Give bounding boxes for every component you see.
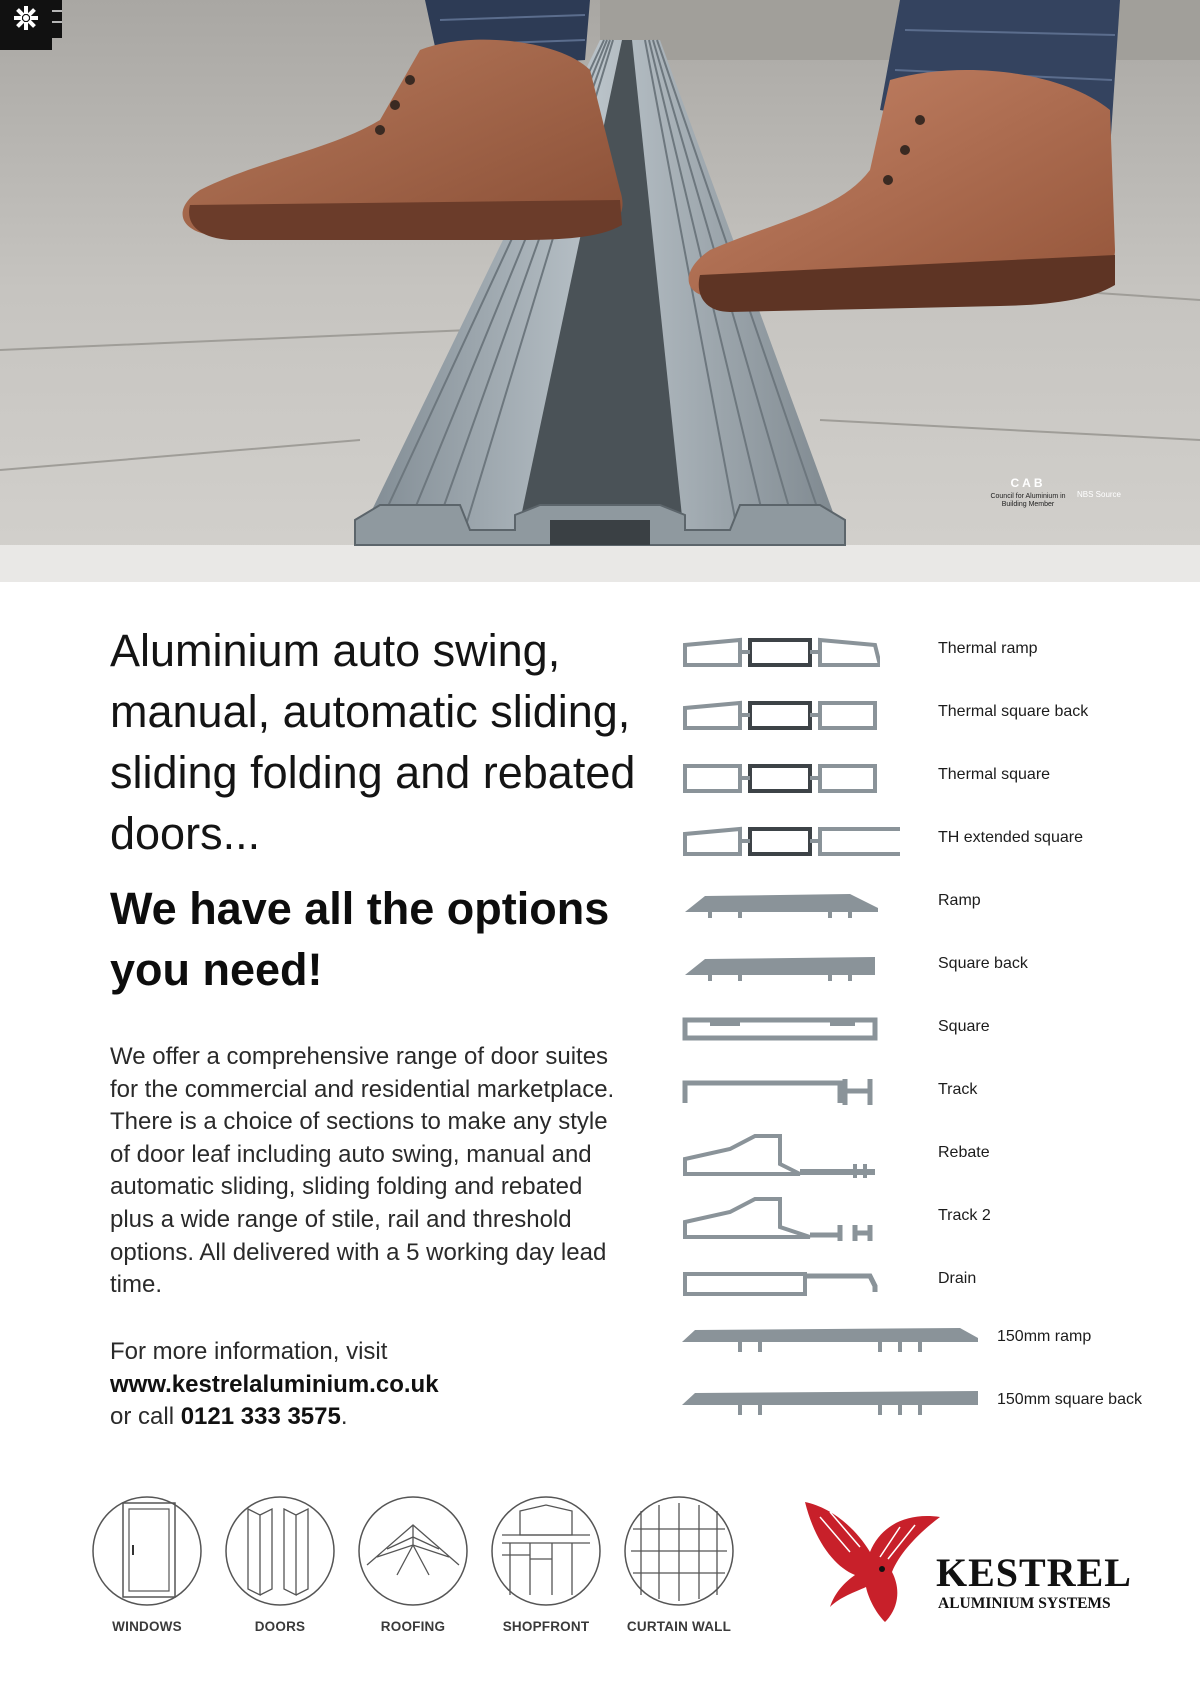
headline: Aluminium auto swing, manual, automatic sliding, sliding folding and rebated doors... bbox=[110, 625, 636, 859]
thermal-square-profile bbox=[680, 756, 880, 796]
hero-photo bbox=[0, 0, 1200, 582]
profile-item bbox=[680, 1381, 1200, 1421]
profile-item bbox=[680, 945, 1200, 985]
150mm-ramp-profile bbox=[680, 1318, 980, 1358]
profile-item bbox=[680, 1197, 1200, 1237]
subhead: We have all the options you need! bbox=[110, 883, 610, 995]
thermal-square-back-profile bbox=[680, 693, 880, 733]
category-roofing bbox=[348, 1495, 478, 1634]
profile-item bbox=[680, 1260, 1200, 1300]
logo-name: KESTREL bbox=[936, 1550, 1132, 1595]
ramp-profile bbox=[680, 882, 880, 922]
profile-list bbox=[680, 630, 1200, 1430]
window-icon bbox=[91, 1495, 203, 1607]
kestrel-logo[interactable] bbox=[800, 1497, 1130, 1627]
profile-item bbox=[680, 1318, 1200, 1358]
track-profile bbox=[680, 1071, 880, 1111]
shopfront-icon bbox=[490, 1495, 602, 1607]
profile-item bbox=[680, 1134, 1200, 1174]
category-label: WINDOWS bbox=[112, 1619, 182, 1634]
drain-profile bbox=[680, 1260, 880, 1300]
th-extended-square-profile bbox=[680, 819, 900, 859]
profile-label: Drain bbox=[938, 1270, 977, 1287]
category-icons bbox=[82, 1495, 742, 1645]
category-windows bbox=[82, 1495, 212, 1634]
cab-caption: Council for Aluminium in Building Member bbox=[990, 493, 1066, 508]
call-suffix: . bbox=[340, 1403, 348, 1431]
folding-door-icon bbox=[224, 1495, 336, 1607]
kestrel-bird-icon bbox=[800, 1497, 940, 1627]
150mm-square-back-profile bbox=[680, 1381, 980, 1421]
category-label: SHOPFRONT bbox=[502, 1619, 590, 1634]
category-label: CURTAIN WALL bbox=[626, 1619, 732, 1634]
logo-tagline: ALUMINIUM SYSTEMS bbox=[938, 1595, 1111, 1612]
category-label: DOORS bbox=[254, 1619, 306, 1634]
cab-mark: CAB bbox=[1010, 476, 1046, 490]
profile-label: Rebate bbox=[938, 1144, 990, 1161]
profile-label: 150mm square back bbox=[997, 1391, 1142, 1408]
nbs-caption: NBS Source bbox=[1076, 490, 1122, 499]
body-copy: We offer a comprehensive range of door suites for the commercial and residential marketplace. There is a choice of sections to make any style of door leaf including auto swing, manual and automatic sliding, sliding folding and rebated plus a wide range of stile, rail and threshold options. All delivered with a 5 working day lead time. bbox=[110, 1043, 615, 1299]
contact-intro: For more information, visit bbox=[110, 1338, 388, 1365]
rebate-profile bbox=[680, 1134, 880, 1180]
phone-number[interactable]: 0121 333 3575 bbox=[180, 1403, 341, 1431]
track-2-profile bbox=[680, 1197, 880, 1243]
profile-label: 150mm ramp bbox=[997, 1328, 1092, 1345]
profile-label: Thermal ramp bbox=[938, 640, 1038, 657]
call-prefix: or call bbox=[110, 1403, 181, 1431]
profile-label: Track bbox=[938, 1081, 978, 1098]
category-doors bbox=[215, 1495, 345, 1634]
profile-item bbox=[680, 1008, 1200, 1048]
profile-label: Thermal square bbox=[938, 766, 1051, 783]
profile-item bbox=[680, 756, 1200, 796]
profile-label: Square back bbox=[938, 955, 1028, 972]
website-link[interactable]: www.kestrelaluminium.co.uk bbox=[110, 1370, 439, 1398]
contact-block bbox=[110, 1336, 630, 1434]
profile-item bbox=[680, 882, 1200, 922]
nbs-logo bbox=[0, 0, 52, 50]
profile-item bbox=[680, 1071, 1200, 1111]
profile-label: Ramp bbox=[938, 892, 981, 909]
square-back-profile bbox=[680, 945, 880, 985]
profile-label: Track 2 bbox=[938, 1207, 991, 1224]
profile-item bbox=[680, 630, 1200, 670]
profile-label: Square bbox=[938, 1018, 990, 1035]
category-shopfront bbox=[481, 1495, 611, 1634]
roof-icon bbox=[357, 1495, 469, 1607]
profile-label: Thermal square back bbox=[938, 703, 1089, 720]
square-profile bbox=[680, 1008, 880, 1048]
category-curtain-wall bbox=[614, 1495, 744, 1634]
profile-item bbox=[680, 819, 1200, 859]
thermal-ramp-profile bbox=[680, 630, 880, 670]
profile-label: TH extended square bbox=[938, 829, 1083, 846]
category-label: ROOFING bbox=[380, 1619, 446, 1634]
profile-item bbox=[680, 693, 1200, 733]
curtain-wall-icon bbox=[623, 1495, 735, 1607]
